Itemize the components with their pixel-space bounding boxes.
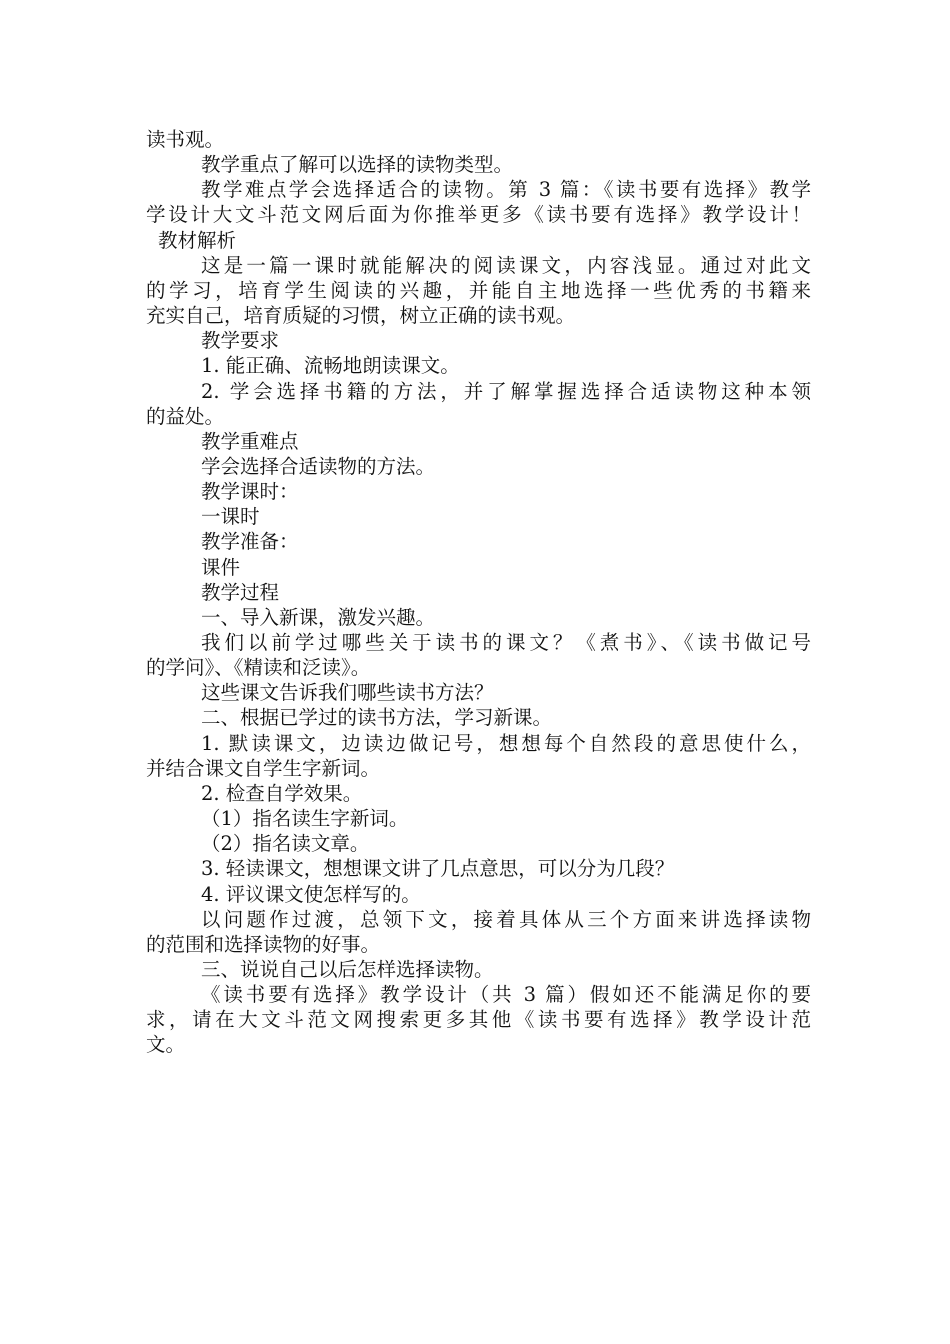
text-line: 的范围和选择读物的好事。	[146, 932, 381, 956]
text-line: 教学过程	[201, 580, 280, 604]
text-line: 这些课文告诉我们哪些读书方法？	[201, 681, 494, 705]
text-line: 2. 学会选择书籍的方法，并了解掌握选择合适读物这种本领	[201, 379, 811, 403]
text-line: 1. 默读课文，边读边做记号，想想每个自然段的意思使什么，	[201, 731, 811, 755]
text-line: 的学问》、《精读和泛读》。	[146, 656, 371, 680]
text-line: 2. 检查自学效果。	[201, 781, 363, 805]
text-line: 教学重点了解可以选择的读物类型。	[201, 153, 514, 177]
text-line: （1）指名读生字新词。	[201, 807, 409, 831]
text-line: 教学课时：	[201, 480, 299, 504]
text-line: 文。	[146, 1033, 186, 1057]
text-line: 4. 评议课文使怎样写的。	[201, 882, 421, 906]
text-line: 学会选择合适读物的方法。	[201, 454, 436, 478]
text-line: 的学习，培育学生阅读的兴趣，并能自主地选择一些优秀的书籍来	[146, 278, 811, 302]
text-line: 这是一篇一课时就能解决的阅读课文，内容浅显。通过对此文	[201, 253, 811, 277]
text-line: 以问题作过渡，总领下文，接着具体从三个方面来讲选择读物	[201, 907, 811, 931]
text-line: 读书观。	[146, 128, 225, 151]
text-line: 教材解析	[158, 228, 237, 252]
text-line: 充实自己，培育质疑的习惯，树立正确的读书观。	[146, 304, 576, 328]
text-line: 《读书要有选择》教学设计（共 3 篇）假如还不能满足你的要	[201, 983, 811, 1007]
text-line: 的益处。	[146, 404, 225, 428]
text-line: 一、导入新课，激发兴趣。	[201, 605, 436, 629]
text-line: 3. 轻读课文，想想课文讲了几点意思，可以分为几段？	[201, 857, 675, 881]
text-line: 1. 能正确、流畅地朗读课文。	[201, 354, 460, 378]
text-line: 三、说说自己以后怎样选择读物。	[201, 957, 494, 981]
text-line: 课件	[201, 555, 241, 579]
text-line: 并结合课文自学生字新词。	[146, 756, 381, 780]
text-line: 学设计大文斗范文网后面为你推举更多《读书要有选择》教学设计！	[146, 203, 811, 227]
text-line: 教学准备：	[201, 530, 299, 554]
text-line: 教学要求	[201, 329, 280, 353]
text-line: 一课时	[201, 505, 260, 529]
text-line: 教学难点学会选择适合的读物。第 3 篇：《读书要有选择》教学	[201, 178, 811, 202]
text-line: 我们以前学过哪些关于读书的课文？《煮书》、《读书做记号	[201, 631, 811, 654]
text-line: （2）指名读文章。	[201, 832, 370, 856]
text-line: 教学重难点	[201, 429, 299, 453]
text-line: 求，请在大文斗范文网搜索更多其他《读书要有选择》教学设计范	[146, 1008, 811, 1032]
text-line: 二、根据已学过的读书方法，学习新课。	[201, 706, 553, 730]
